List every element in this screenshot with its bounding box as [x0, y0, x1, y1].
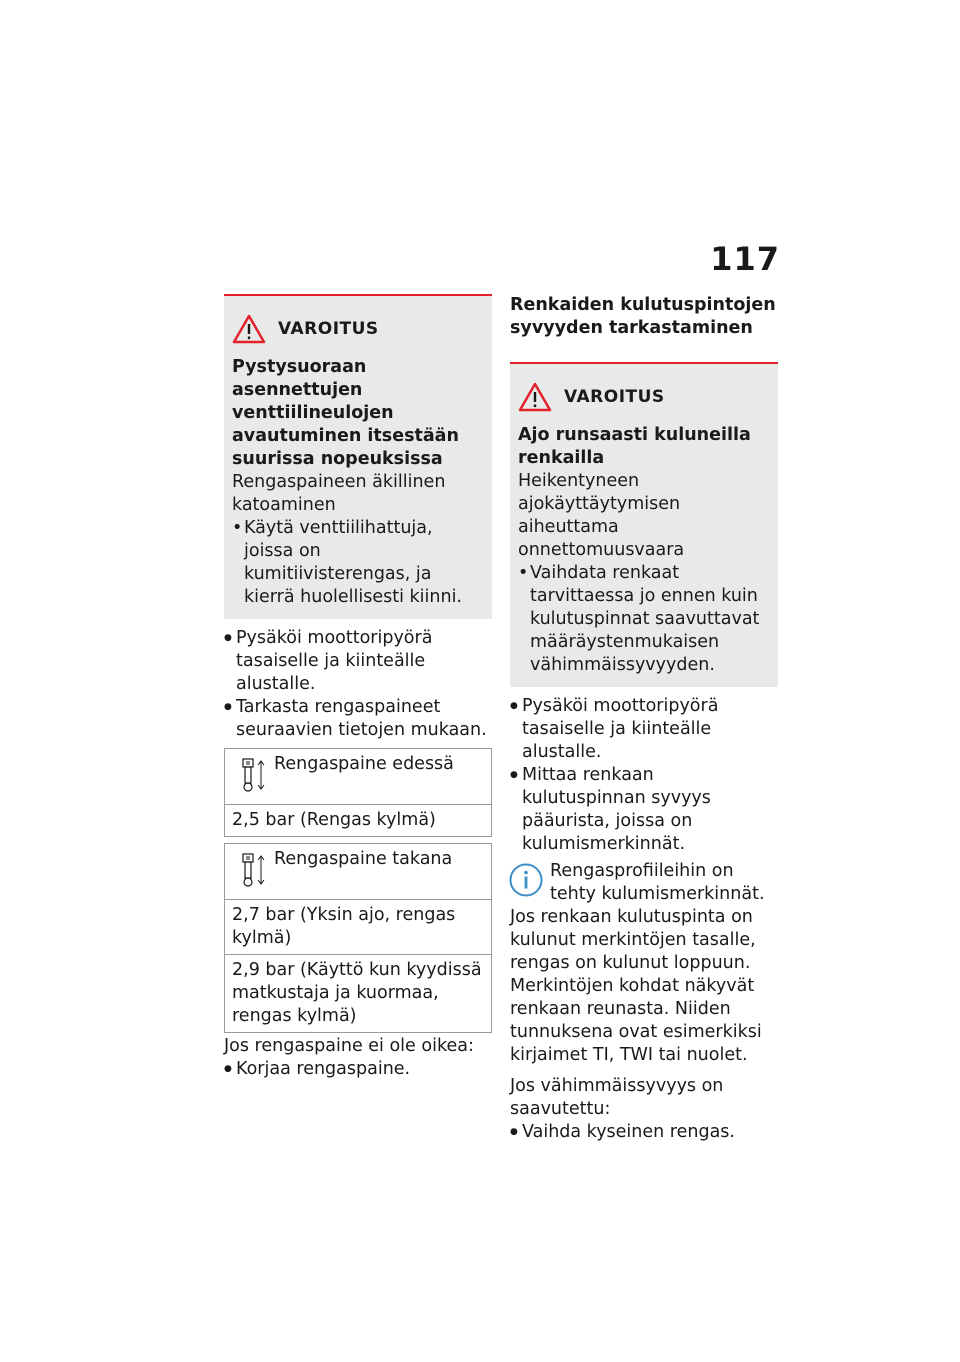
- warning-action-item: • Vaihdata renkaat tarvittaessa jo ennen kuin kulutuspinnat saavuttavat määräystenmukaisen vähimmäissyvyyden.: [518, 562, 772, 677]
- spec-label-cell: [225, 844, 492, 900]
- spec-table-rear: [224, 843, 492, 1033]
- spec-value-rear-solo: 2,7 bar (Yksin ajo, rengas kylmä): [225, 900, 492, 955]
- warning-box-valve: [224, 294, 492, 619]
- right-column: [510, 294, 778, 1144]
- warning-triangle-icon: [232, 314, 266, 344]
- info-note: [510, 860, 778, 1067]
- step-item: ● Korjaa rengaspaine.: [224, 1058, 492, 1081]
- warning-headline: Ajo runsaasti kuluneilla renkailla: [518, 425, 751, 468]
- warning-header: [518, 382, 772, 412]
- step-item: ● Pysäköi moottoripyörä tasaiselle ja kiinteälle alustalle.: [510, 695, 778, 764]
- spec-value-rear-loaded: 2,9 bar (Käyttö kun kyydissä matkustaja ja kuormaa, rengas kylmä): [225, 955, 492, 1033]
- warning-triangle-icon: [518, 382, 552, 412]
- fix-step-list: [224, 1058, 492, 1081]
- warning-actions: [232, 517, 486, 609]
- warning-title: VAROITUS: [564, 387, 665, 407]
- warning-consequence: Rengaspaineen äkillinen katoaminen: [232, 472, 446, 515]
- step-list: [224, 627, 492, 742]
- spec-table-front: [224, 748, 492, 837]
- info-icon: [508, 862, 544, 898]
- tire-pressure-gauge-icon: [237, 852, 267, 888]
- condition-text: Jos rengaspaine ei ole oikea:: [224, 1036, 474, 1056]
- warning-title: VAROITUS: [278, 319, 379, 339]
- info-text: Rengasprofiileihin on tehty kulumismerkinnät. Jos renkaan kulutuspinta on kulunut merkintöjen tasalle, rengas on kulunut loppuun. Merkintöjen kohdat näkyvät renkaan reunasta. Niiden tunnuksena ovat esimerkiksi kirjaimet TI, TWI tai nuolet.: [510, 861, 765, 1065]
- spec-value-front: 2,5 bar (Rengas kylmä): [225, 805, 492, 837]
- condition-text: Jos vähimmäissyvyys on saavutettu:: [510, 1076, 724, 1119]
- step-item: ● Mittaa renkaan kulutuspinnan syvyys pääurista, joissa on kulumismerkinnät.: [510, 764, 778, 856]
- fix-step-list: [510, 1121, 778, 1144]
- section-heading: Renkaiden kulutuspintojen syvyyden tarkastaminen: [510, 295, 776, 338]
- warning-consequence: Heikentyneen ajokäyttäytymisen aiheuttama onnettomuusvaara: [518, 471, 685, 560]
- step-item: ● Pysäköi moottoripyörä tasaiselle ja kiinteälle alustalle.: [224, 627, 492, 696]
- step-item: ● Vaihda kyseinen rengas.: [510, 1121, 778, 1144]
- spec-label-rear: Rengaspaine takana: [274, 849, 453, 869]
- step-list: [510, 695, 778, 856]
- warning-box-tread: [510, 362, 778, 687]
- warning-header: [232, 314, 486, 344]
- left-column: [224, 294, 492, 1081]
- warning-headline: Pystysuoraan asennettujen venttiilineulojen avautuminen itsestään suurissa nopeuksissa: [232, 357, 459, 469]
- spec-label-front: Rengaspaine edessä: [274, 754, 454, 774]
- warning-action-item: • Käytä venttiilihattuja, joissa on kumitiivisterengas, ja kierrä huolellisesti kiinni.: [232, 517, 486, 609]
- step-item: ● Tarkasta rengaspaineet seuraavien tietojen mukaan.: [224, 696, 492, 742]
- warning-actions: [518, 562, 772, 677]
- tire-pressure-gauge-icon: [237, 757, 267, 793]
- spec-label-cell: [225, 749, 492, 805]
- page-number: 117: [710, 240, 780, 278]
